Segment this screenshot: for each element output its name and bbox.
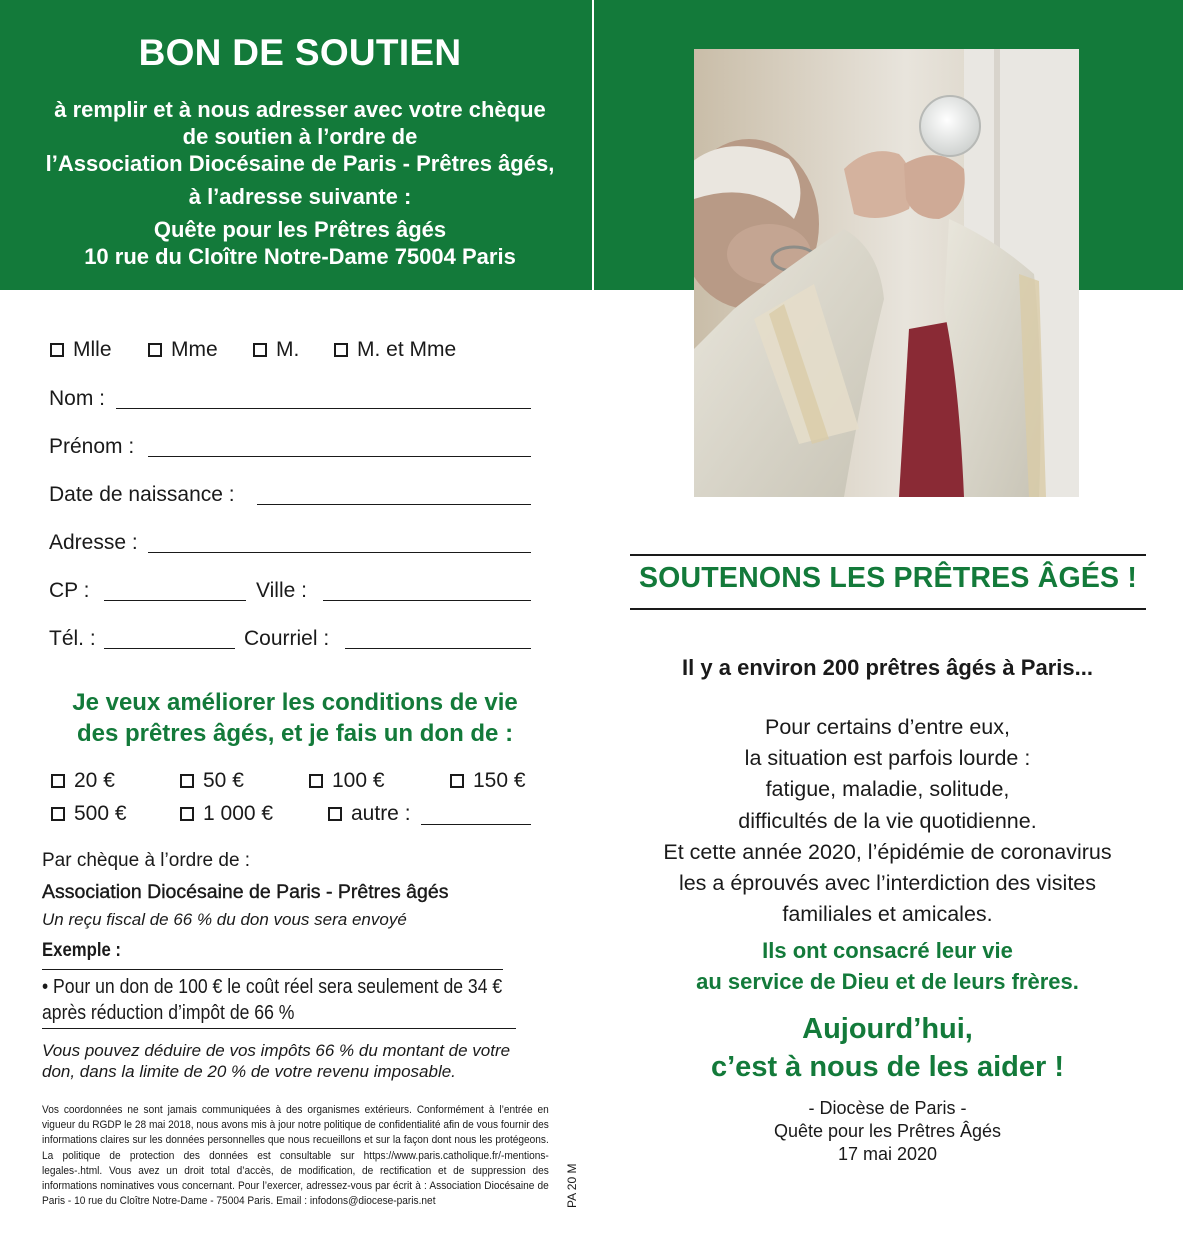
- autre-amount-field[interactable]: [421, 824, 531, 825]
- cheque-label: Par chèque à l’ordre de :: [42, 850, 251, 871]
- divider: [42, 1028, 516, 1029]
- header-line: l’Association Diocésaine de Paris - Prêtres âgés,: [45, 151, 555, 176]
- header-line: à l’adresse suivante :: [188, 184, 412, 209]
- checkbox-m[interactable]: M.: [253, 338, 299, 362]
- adresse-label: Adresse :: [49, 531, 138, 554]
- cp-label: CP :: [49, 579, 90, 602]
- divider: [630, 554, 1146, 556]
- divider: [630, 608, 1146, 610]
- campaign-signature: - Diocèse de Paris - Quête pour les Prêtres Âgés 17 mai 2020: [773, 1098, 1002, 1164]
- legal-notice: Vos coordonnées ne sont jamais communiquées à des organismes extérieurs. Conformément à l’entrée en vigueur du RGDP le 28 mai 2018, nous avons mis à jour notre politique de confidentialité afin de vous fournir des informations claires sur les données personnelles que nous recueillons et sur la façon dont nous les protégeons. La politique de protection des données est consultable sur https://www.paris.catholique.fr/-mentions-legales-.html. Vous avez un droit total d’accès, de modification, de rectification et de suppression des informations nominatives vous concernant. Pour l’exercer, adressez-vous par écrit à : Association Diocésaine de Paris - 10 rue du Cloître Notre-Dame - 75004 Paris. Email : infodons@diocese-paris.net: [42, 1104, 549, 1208]
- naissance-field[interactable]: [257, 504, 531, 505]
- checkbox-square-icon: [328, 807, 342, 821]
- recu-fiscal-note: Un reçu fiscal de 66 % du don vous sera envoyé: [42, 910, 407, 929]
- checkbox-amount-50[interactable]: 50 €: [180, 769, 244, 793]
- checkbox-m-et-mme[interactable]: M. et Mme: [334, 338, 456, 362]
- checkbox-mlle[interactable]: Mlle: [50, 338, 112, 362]
- campaign-title: SOUTENONS LES PRÊTRES ÂGÉS !: [638, 562, 1138, 594]
- header-instructions: [0, 96, 600, 270]
- ville-field[interactable]: [323, 600, 531, 601]
- checkbox-amount-500[interactable]: 500 €: [51, 802, 127, 826]
- header-address-line: Quête pour les Prêtres âgés: [153, 217, 447, 242]
- checkbox-square-icon: [148, 343, 162, 357]
- checkbox-square-icon: [334, 343, 348, 357]
- prenom-field[interactable]: [148, 456, 531, 457]
- campaign-intro: Il y a environ 200 prêtres âgés à Paris...: [682, 655, 1093, 680]
- campaign-body: Pour certains d’entre eux, la situation est parfois lourde : fatigue, maladie, solitude, difficultés de la vie quotidienne. Et cette année 2020, l’épidémie de coronavirus les a éprouvés avec l’interdiction des visites familiales et amicales.: [663, 715, 1112, 927]
- donation-title: Je veux améliorer les conditions de vie des prêtres âgés, et je fais un don de :: [72, 689, 518, 747]
- checkbox-square-icon: [450, 774, 464, 788]
- adresse-field[interactable]: [148, 552, 531, 553]
- campaign-call-to-action: Aujourd’hui, c’est à nous de les aider !: [711, 1013, 1064, 1083]
- nom-field[interactable]: [116, 408, 531, 409]
- checkbox-square-icon: [309, 774, 323, 788]
- checkbox-amount-20[interactable]: 20 €: [51, 769, 115, 793]
- header-address-line: 10 rue du Cloître Notre-Dame 75004 Paris: [84, 244, 516, 269]
- header-line: de soutien à l’ordre de: [182, 124, 418, 149]
- courriel-field[interactable]: [345, 648, 531, 649]
- nom-label: Nom :: [49, 387, 106, 410]
- prenom-label: Prénom :: [49, 435, 135, 458]
- courriel-label: Courriel :: [244, 627, 330, 650]
- header-line: à remplir et à nous adresser avec votre chèque: [54, 97, 546, 122]
- ville-label: Ville :: [256, 579, 307, 602]
- checkbox-square-icon: [253, 343, 267, 357]
- tel-field[interactable]: [104, 648, 235, 649]
- checkbox-square-icon: [51, 807, 65, 821]
- checkbox-square-icon: [180, 807, 194, 821]
- page-title: BON DE SOUTIEN: [138, 32, 462, 73]
- divider: [42, 969, 503, 970]
- checkbox-amount-autre[interactable]: autre :: [328, 802, 411, 826]
- exemple-line: après réduction d’impôt de 66 %: [42, 1002, 295, 1024]
- checkbox-amount-150[interactable]: 150 €: [450, 769, 526, 793]
- tel-label: Tél. :: [49, 627, 96, 650]
- deduction-note: Vous pouvez déduire de vos impôts 66 % du montant de votre: [42, 1041, 511, 1060]
- checkbox-square-icon: [50, 343, 64, 357]
- deduction-note: don, dans la limite de 20 % de votre revenu imposable.: [42, 1062, 456, 1081]
- checkbox-mme[interactable]: Mme: [148, 338, 218, 362]
- checkbox-amount-1000[interactable]: 1 000 €: [180, 802, 273, 826]
- priest-photo: [694, 49, 1079, 497]
- naissance-label: Date de naissance :: [49, 483, 235, 506]
- checkbox-square-icon: [51, 774, 65, 788]
- exemple-line: • Pour un don de 100 € le coût réel sera seulement de 34 €: [42, 976, 503, 998]
- exemple-label: Exemple :: [42, 940, 121, 961]
- document-code: PA 20 M: [565, 1163, 579, 1208]
- checkbox-square-icon: [180, 774, 194, 788]
- campaign-highlight: Ils ont consacré leur vie au service de Dieu et de leurs frères.: [696, 938, 1079, 994]
- checkbox-amount-100[interactable]: 100 €: [309, 769, 385, 793]
- association-name: Association Diocésaine de Paris - Prêtres âgés: [42, 881, 449, 903]
- cp-field[interactable]: [104, 600, 246, 601]
